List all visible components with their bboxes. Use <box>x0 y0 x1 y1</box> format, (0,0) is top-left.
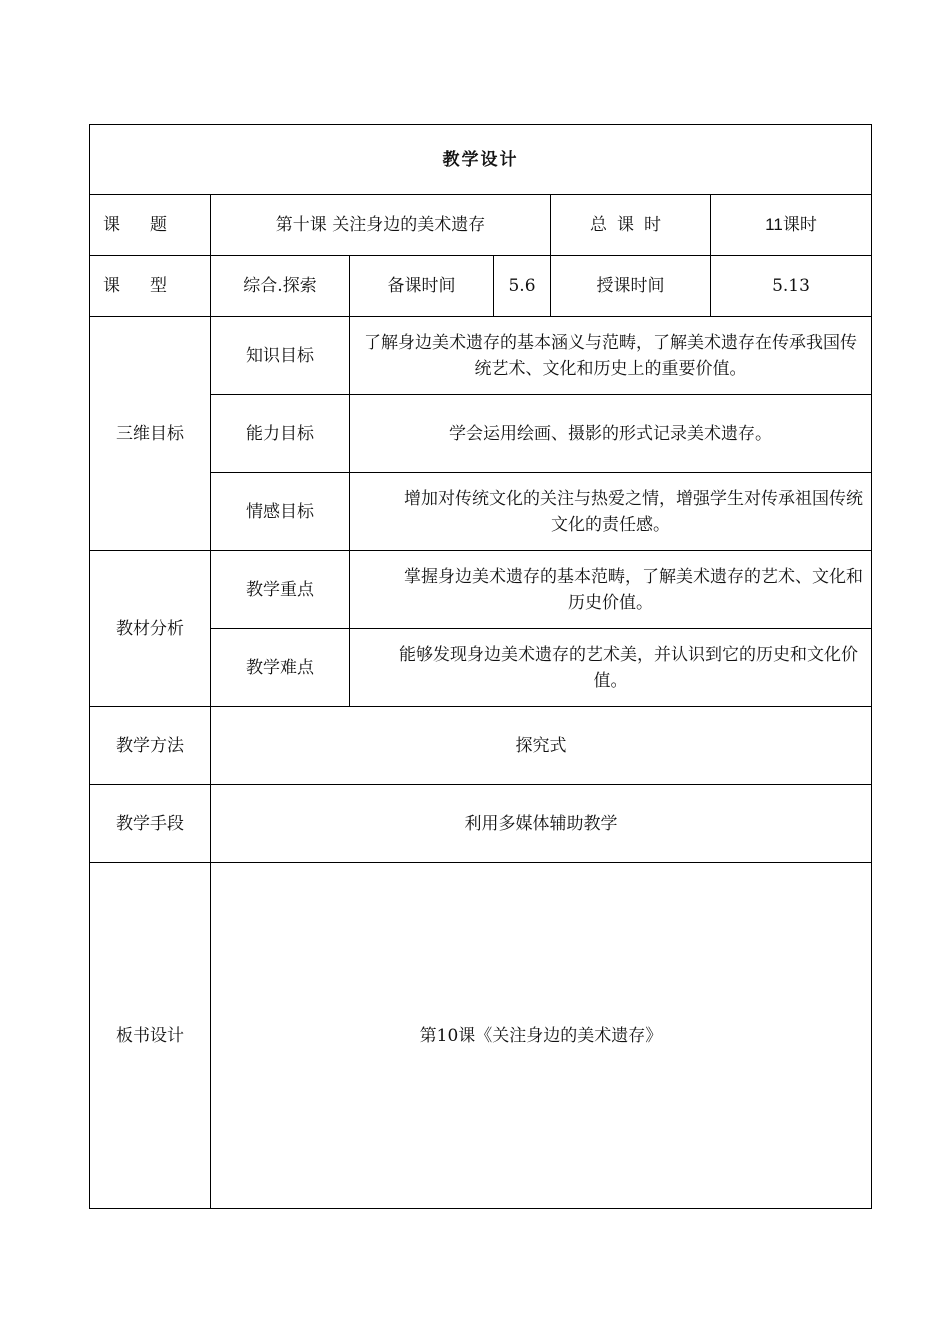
lesson-plan-table <box>89 124 872 1209</box>
goals-label: 三维目标 <box>90 317 211 551</box>
teach-time-label: 授课时间 <box>551 256 711 317</box>
means-row <box>90 785 872 863</box>
teach-time-value: 5.13 <box>711 256 872 317</box>
difficult-point-text: 能够发现身边美术遗存的艺术美，并认识到它的历史和文化价值。 <box>350 629 872 707</box>
knowledge-goal-label: 知识目标 <box>211 317 350 395</box>
knowledge-goal-row <box>90 317 872 395</box>
total-hours-value: 11课时 <box>711 195 872 256</box>
topic-value: 第十课 关注身边的美术遗存 <box>211 195 551 256</box>
method-row <box>90 707 872 785</box>
difficult-point-label: 教学难点 <box>211 629 350 707</box>
title-row <box>90 125 872 195</box>
total-hours-label: 总课时 <box>551 195 711 256</box>
board-label: 板书设计 <box>90 863 211 1209</box>
emotion-goal-label: 情感目标 <box>211 473 350 551</box>
method-label: 教学方法 <box>90 707 211 785</box>
document-title: 教学设计 <box>90 125 872 195</box>
ability-goal-label: 能力目标 <box>211 395 350 473</box>
prep-time-value: 5.6 <box>494 256 551 317</box>
prep-time-label: 备课时间 <box>350 256 494 317</box>
emotion-goal-text: 增加对传统文化的关注与热爱之情，增强学生对传承祖国传统文化的责任感。 <box>350 473 872 551</box>
topic-row <box>90 195 872 256</box>
means-value: 利用多媒体辅助教学 <box>211 785 872 863</box>
knowledge-goal-text: 了解身边美术遗存的基本涵义与范畴，了解美术遗存在传承我国传统艺术、文化和历史上的重要价值。 <box>350 317 872 395</box>
key-point-text: 掌握身边美术遗存的基本范畴，了解美术遗存的艺术、文化和历史价值。 <box>350 551 872 629</box>
type-row <box>90 256 872 317</box>
type-label: 课型 <box>90 256 211 317</box>
topic-label: 课题 <box>90 195 211 256</box>
method-value: 探究式 <box>211 707 872 785</box>
means-label: 教学手段 <box>90 785 211 863</box>
board-content: 第10课《关注身边的美术遗存》 <box>211 863 872 1209</box>
key-point-label: 教学重点 <box>211 551 350 629</box>
type-value: 综合.探索 <box>211 256 350 317</box>
board-row <box>90 863 872 1209</box>
ability-goal-text: 学会运用绘画、摄影的形式记录美术遗存。 <box>350 395 872 473</box>
key-point-row <box>90 551 872 629</box>
analysis-label: 教材分析 <box>90 551 211 707</box>
